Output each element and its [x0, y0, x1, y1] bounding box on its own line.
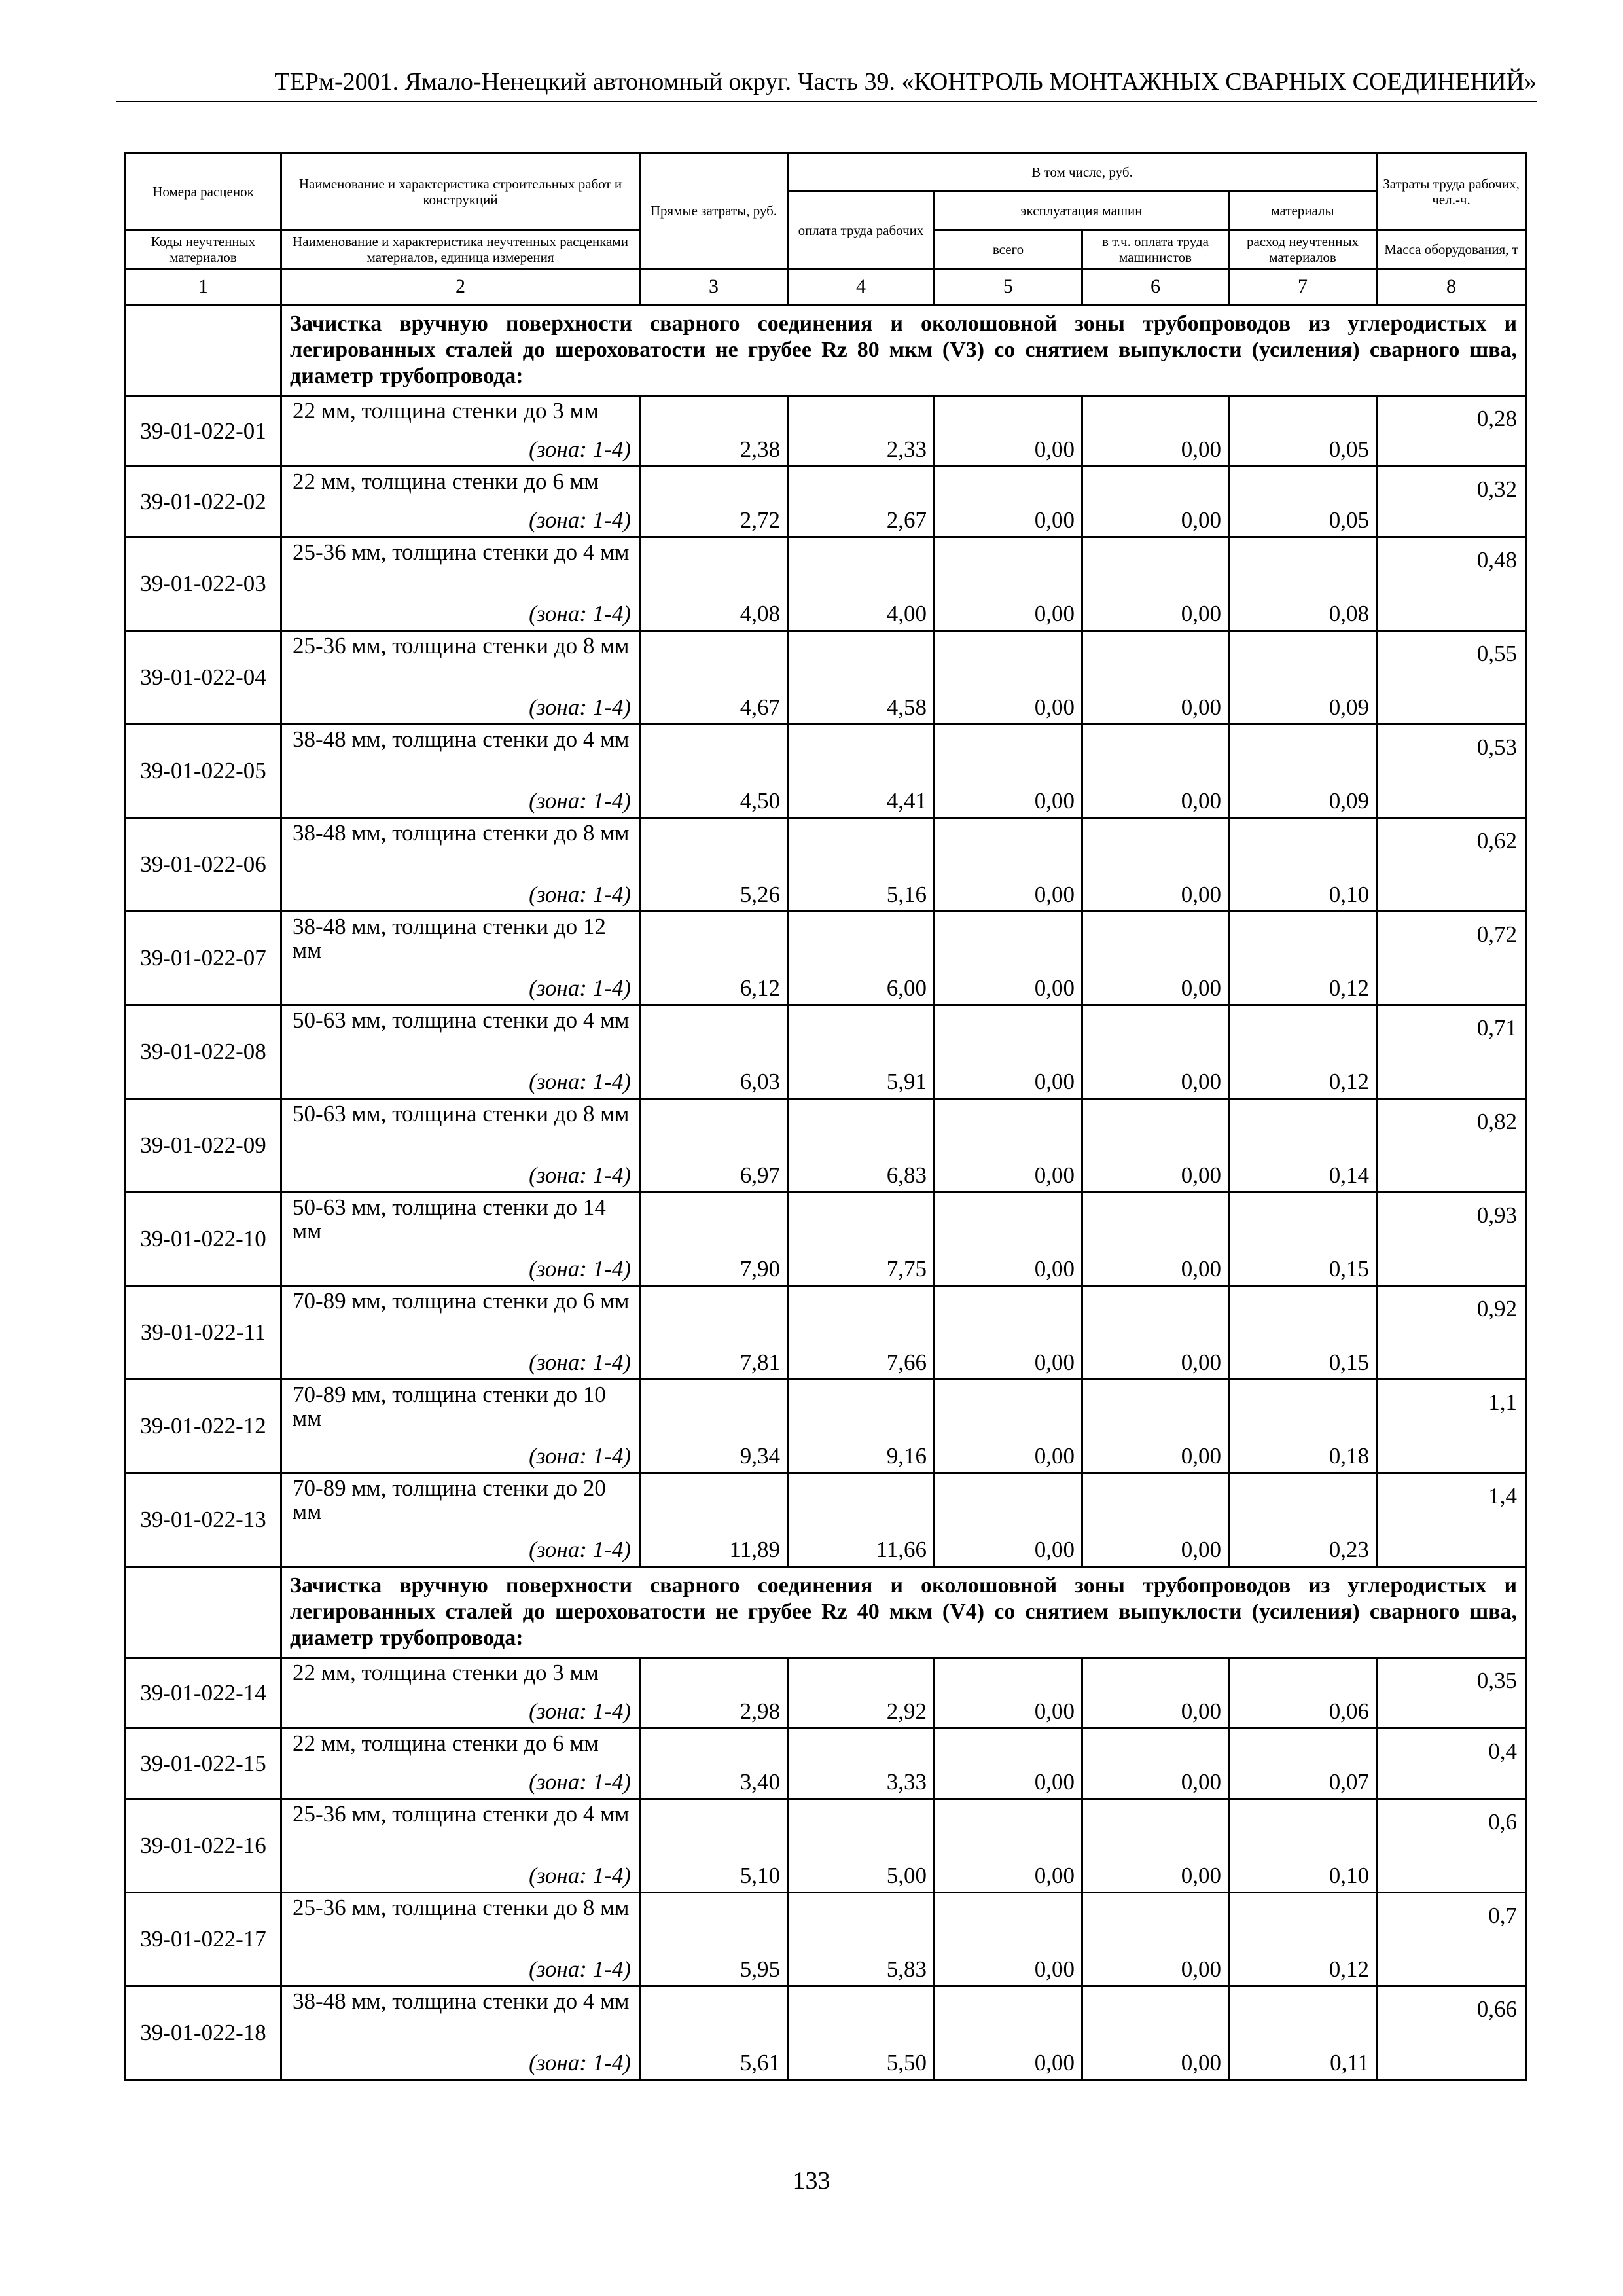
row-worker-wage: 5,16 — [788, 818, 935, 912]
row-name: 25-36 мм, толщина стенки до 8 мм — [293, 633, 630, 658]
row-direct-costs: 6,97 — [640, 1099, 788, 1193]
row-machines-total: 0,00 — [935, 1658, 1082, 1729]
row-name: 25-36 мм, толщина стенки до 8 мм — [293, 1895, 630, 1920]
row-zone: (зона: 1-4) — [529, 694, 631, 720]
row-labor-costs: 0,66 — [1377, 1986, 1526, 2080]
row-machines-total: 0,00 — [935, 631, 1082, 725]
header-including: В том числе, руб. — [788, 153, 1377, 192]
row-machinists-wage: 0,00 — [1082, 1380, 1229, 1473]
column-number: 1 — [126, 269, 281, 305]
row-worker-wage: 6,00 — [788, 912, 935, 1005]
row-name: 38-48 мм, толщина стенки до 8 мм — [293, 820, 630, 846]
row-code: 39-01-022-18 — [126, 1986, 281, 2080]
row-code: 39-01-022-05 — [126, 725, 281, 818]
row-machinists-wage: 0,00 — [1082, 1658, 1229, 1729]
row-labor-costs: 0,92 — [1377, 1286, 1526, 1380]
table-row — [126, 1005, 1526, 1099]
row-name-cell — [281, 537, 640, 631]
row-zone: (зона: 1-4) — [529, 1443, 631, 1469]
table-row — [126, 1099, 1526, 1193]
row-zone: (зона: 1-4) — [529, 788, 631, 814]
row-name-cell — [281, 1799, 640, 1893]
row-machinists-wage: 0,00 — [1082, 1005, 1229, 1099]
table-row — [126, 725, 1526, 818]
row-machinists-wage: 0,00 — [1082, 725, 1229, 818]
row-zone: (зона: 1-4) — [529, 1256, 631, 1282]
row-name: 22 мм, толщина стенки до 3 мм — [293, 398, 599, 423]
row-worker-wage: 2,67 — [788, 467, 935, 537]
row-machinists-wage: 0,00 — [1082, 1893, 1229, 1986]
row-direct-costs: 3,40 — [640, 1729, 788, 1799]
row-name-cell — [281, 1658, 640, 1729]
row-code: 39-01-022-01 — [126, 396, 281, 467]
row-name-cell — [281, 1193, 640, 1286]
row-labor-costs: 0,55 — [1377, 631, 1526, 725]
row-labor-costs: 0,32 — [1377, 467, 1526, 537]
row-direct-costs: 4,67 — [640, 631, 788, 725]
table-row — [126, 1473, 1526, 1567]
row-zone: (зона: 1-4) — [529, 1863, 631, 1888]
row-code: 39-01-022-09 — [126, 1099, 281, 1193]
row-worker-wage: 11,66 — [788, 1473, 935, 1567]
row-name: 50-63 мм, толщина стенки до 8 мм — [293, 1101, 630, 1126]
table-row — [126, 1799, 1526, 1893]
row-labor-costs: 0,71 — [1377, 1005, 1526, 1099]
row-materials: 0,07 — [1229, 1729, 1377, 1799]
row-zone: (зона: 1-4) — [529, 1956, 631, 1982]
header-code: Номера расценок — [126, 153, 281, 230]
row-worker-wage: 7,75 — [788, 1193, 935, 1286]
row-code: 39-01-022-12 — [126, 1380, 281, 1473]
row-code: 39-01-022-11 — [126, 1286, 281, 1380]
row-machinists-wage: 0,00 — [1082, 1729, 1229, 1799]
row-name: 25-36 мм, толщина стенки до 4 мм — [293, 1801, 630, 1827]
header-machines: эксплуатация машин — [935, 192, 1229, 230]
section-title-row — [126, 1567, 1526, 1658]
row-materials: 0,18 — [1229, 1380, 1377, 1473]
row-labor-costs: 0,62 — [1377, 818, 1526, 912]
row-zone: (зона: 1-4) — [529, 1537, 631, 1562]
row-name-cell — [281, 1099, 640, 1193]
row-machinists-wage: 0,00 — [1082, 818, 1229, 912]
row-labor-costs: 0,28 — [1377, 396, 1526, 467]
row-machines-total: 0,00 — [935, 1193, 1082, 1286]
table-row — [126, 1893, 1526, 1986]
row-machines-total: 0,00 — [935, 467, 1082, 537]
row-name-cell — [281, 396, 640, 467]
row-materials: 0,08 — [1229, 537, 1377, 631]
row-machines-total: 0,00 — [935, 818, 1082, 912]
row-name: 25-36 мм, толщина стенки до 4 мм — [293, 539, 630, 565]
row-materials: 0,10 — [1229, 1799, 1377, 1893]
row-name-cell — [281, 631, 640, 725]
row-machinists-wage: 0,00 — [1082, 1193, 1229, 1286]
row-name: 38-48 мм, толщина стенки до 4 мм — [293, 1988, 630, 2014]
row-machines-total: 0,00 — [935, 537, 1082, 631]
row-machines-total: 0,00 — [935, 1005, 1082, 1099]
row-materials: 0,15 — [1229, 1286, 1377, 1380]
row-code: 39-01-022-03 — [126, 537, 281, 631]
row-labor-costs: 0,72 — [1377, 912, 1526, 1005]
row-worker-wage: 4,41 — [788, 725, 935, 818]
row-direct-costs: 11,89 — [640, 1473, 788, 1567]
row-zone: (зона: 1-4) — [529, 882, 631, 907]
row-labor-costs: 0,93 — [1377, 1193, 1526, 1286]
row-zone: (зона: 1-4) — [529, 2050, 631, 2075]
row-name-cell — [281, 467, 640, 537]
row-direct-costs: 6,03 — [640, 1005, 788, 1099]
row-machinists-wage: 0,00 — [1082, 396, 1229, 467]
column-number: 7 — [1229, 269, 1377, 305]
row-code: 39-01-022-07 — [126, 912, 281, 1005]
row-machines-total: 0,00 — [935, 1799, 1082, 1893]
row-materials: 0,23 — [1229, 1473, 1377, 1567]
row-labor-costs: 0,35 — [1377, 1658, 1526, 1729]
row-code: 39-01-022-02 — [126, 467, 281, 537]
row-worker-wage: 7,66 — [788, 1286, 935, 1380]
header-codes-mat: Коды неучтенных материалов — [126, 230, 281, 269]
row-name-cell — [281, 1729, 640, 1799]
table-row — [126, 537, 1526, 631]
row-direct-costs: 7,90 — [640, 1193, 788, 1286]
row-machinists-wage: 0,00 — [1082, 1986, 1229, 2080]
row-zone: (зона: 1-4) — [529, 437, 631, 462]
price-table-wrap — [124, 152, 1525, 2081]
row-machines-total: 0,00 — [935, 1473, 1082, 1567]
row-machinists-wage: 0,00 — [1082, 1099, 1229, 1193]
row-code: 39-01-022-16 — [126, 1799, 281, 1893]
row-code: 39-01-022-14 — [126, 1658, 281, 1729]
row-machines-total: 0,00 — [935, 912, 1082, 1005]
row-name: 70-89 мм, толщина стенки до 6 мм — [293, 1288, 630, 1314]
row-labor-costs: 0,7 — [1377, 1893, 1526, 1986]
row-name: 22 мм, толщина стенки до 3 мм — [293, 1660, 599, 1685]
price-table — [124, 152, 1527, 2081]
row-name: 70-89 мм, толщина стенки до 10 мм — [293, 1382, 606, 1431]
row-materials: 0,15 — [1229, 1193, 1377, 1286]
column-number: 4 — [788, 269, 935, 305]
row-direct-costs: 5,61 — [640, 1986, 788, 2080]
row-zone: (зона: 1-4) — [529, 975, 631, 1001]
row-name-cell — [281, 1380, 640, 1473]
row-labor-costs: 0,48 — [1377, 537, 1526, 631]
header-machines-wage: в т.ч. оплата труда машинистов — [1082, 230, 1229, 269]
row-direct-costs: 5,95 — [640, 1893, 788, 1986]
header-direct: Прямые затраты, руб. — [640, 153, 788, 269]
section-title-code-cell — [126, 1567, 281, 1658]
row-labor-costs: 0,82 — [1377, 1099, 1526, 1193]
row-machines-total: 0,00 — [935, 1099, 1082, 1193]
row-materials: 0,06 — [1229, 1658, 1377, 1729]
row-direct-costs: 6,12 — [640, 912, 788, 1005]
row-name-cell — [281, 1473, 640, 1567]
row-materials: 0,12 — [1229, 912, 1377, 1005]
table-row — [126, 1986, 1526, 2080]
row-machinists-wage: 0,00 — [1082, 912, 1229, 1005]
row-direct-costs: 5,10 — [640, 1799, 788, 1893]
row-name: 50-63 мм, толщина стенки до 4 мм — [293, 1007, 630, 1033]
header-machines-total: всего — [935, 230, 1082, 269]
row-direct-costs: 4,50 — [640, 725, 788, 818]
row-worker-wage: 6,83 — [788, 1099, 935, 1193]
header-materials: материалы — [1229, 192, 1377, 230]
header-labor: Затраты труда рабочих, чел.-ч. — [1377, 153, 1526, 230]
table-row — [126, 631, 1526, 725]
row-worker-wage: 5,00 — [788, 1799, 935, 1893]
table-row — [126, 912, 1526, 1005]
row-machines-total: 0,00 — [935, 725, 1082, 818]
row-name: 38-48 мм, толщина стенки до 12 мм — [293, 914, 606, 963]
row-name: 70-89 мм, толщина стенки до 20 мм — [293, 1475, 606, 1524]
row-name-cell — [281, 1986, 640, 2080]
column-numbers-row — [126, 269, 1526, 305]
row-materials: 0,09 — [1229, 631, 1377, 725]
row-materials: 0,05 — [1229, 396, 1377, 467]
row-machinists-wage: 0,00 — [1082, 631, 1229, 725]
row-name-cell — [281, 725, 640, 818]
row-materials: 0,14 — [1229, 1099, 1377, 1193]
row-direct-costs: 2,72 — [640, 467, 788, 537]
page-header-title: ТЕРм-2001. Ямало-Ненецкий автономный округ. Часть 39. «КОНТРОЛЬ МОНТАЖНЫХ СВАРНЫХ СОЕДИНЕНИЙ» — [274, 68, 1537, 96]
row-labor-costs: 0,6 — [1377, 1799, 1526, 1893]
row-labor-costs: 0,53 — [1377, 725, 1526, 818]
header-materials-use: расход неучтенных материалов — [1229, 230, 1377, 269]
row-name: 38-48 мм, толщина стенки до 4 мм — [293, 726, 630, 752]
table-row — [126, 1380, 1526, 1473]
page-number: 133 — [793, 2167, 830, 2195]
row-machinists-wage: 0,00 — [1082, 467, 1229, 537]
section-title: Зачистка вручную поверхности сварного соединения и околошовной зоны трубопроводов из углеродистых и легированных сталей до шероховатости не грубее Rz 40 мкм (V4) со снятием выпуклости (усиления) сварного шва, диаметр трубопровода: — [281, 1567, 1526, 1658]
row-worker-wage: 5,91 — [788, 1005, 935, 1099]
header-mass: Масса оборудования, т — [1377, 230, 1526, 269]
row-code: 39-01-022-04 — [126, 631, 281, 725]
header-name-mat: Наименование и характеристика неучтенных расценками материалов, единица измерения — [281, 230, 640, 269]
row-zone: (зона: 1-4) — [529, 507, 631, 533]
row-name-cell — [281, 818, 640, 912]
page-header — [116, 65, 1537, 102]
row-worker-wage: 5,50 — [788, 1986, 935, 2080]
row-direct-costs: 2,98 — [640, 1658, 788, 1729]
table-header — [126, 153, 1526, 305]
row-zone: (зона: 1-4) — [529, 1698, 631, 1724]
row-machinists-wage: 0,00 — [1082, 1799, 1229, 1893]
column-number: 6 — [1082, 269, 1229, 305]
section-title-code-cell — [126, 305, 281, 396]
row-zone: (зона: 1-4) — [529, 1069, 631, 1094]
row-name: 22 мм, толщина стенки до 6 мм — [293, 469, 599, 494]
row-code: 39-01-022-15 — [126, 1729, 281, 1799]
row-worker-wage: 9,16 — [788, 1380, 935, 1473]
table-row — [126, 467, 1526, 537]
row-direct-costs: 4,08 — [640, 537, 788, 631]
row-machines-total: 0,00 — [935, 1729, 1082, 1799]
row-name-cell — [281, 1286, 640, 1380]
row-machines-total: 0,00 — [935, 1893, 1082, 1986]
row-direct-costs: 9,34 — [640, 1380, 788, 1473]
row-name: 22 мм, толщина стенки до 6 мм — [293, 1731, 599, 1756]
row-code: 39-01-022-08 — [126, 1005, 281, 1099]
column-number: 2 — [281, 269, 640, 305]
row-name: 50-63 мм, толщина стенки до 14 мм — [293, 1194, 606, 1244]
section-title: Зачистка вручную поверхности сварного соединения и околошовной зоны трубопроводов из углеродистых и легированных сталей до шероховатости не грубее Rz 80 мкм (V3) со снятием выпуклости (усиления) сварного шва, диаметр трубопровода: — [281, 305, 1526, 396]
row-machinists-wage: 0,00 — [1082, 1286, 1229, 1380]
column-number: 3 — [640, 269, 788, 305]
row-code: 39-01-022-10 — [126, 1193, 281, 1286]
row-machines-total: 0,00 — [935, 1286, 1082, 1380]
row-name-cell — [281, 1005, 640, 1099]
row-name-cell — [281, 1893, 640, 1986]
table-row — [126, 1193, 1526, 1286]
row-direct-costs: 5,26 — [640, 818, 788, 912]
table-row — [126, 1286, 1526, 1380]
row-zone: (зона: 1-4) — [529, 1162, 631, 1188]
table-row — [126, 396, 1526, 467]
row-machinists-wage: 0,00 — [1082, 1473, 1229, 1567]
row-code: 39-01-022-13 — [126, 1473, 281, 1567]
row-labor-costs: 1,1 — [1377, 1380, 1526, 1473]
table-row — [126, 1729, 1526, 1799]
row-materials: 0,09 — [1229, 725, 1377, 818]
row-materials: 0,10 — [1229, 818, 1377, 912]
row-materials: 0,12 — [1229, 1893, 1377, 1986]
row-worker-wage: 2,92 — [788, 1658, 935, 1729]
table-row — [126, 1658, 1526, 1729]
row-code: 39-01-022-06 — [126, 818, 281, 912]
table-body — [126, 305, 1526, 2080]
row-worker-wage: 4,58 — [788, 631, 935, 725]
column-number: 5 — [935, 269, 1082, 305]
header-name: Наименование и характеристика строительных работ и конструкций — [281, 153, 640, 230]
row-direct-costs: 7,81 — [640, 1286, 788, 1380]
row-zone: (зона: 1-4) — [529, 1769, 631, 1795]
section-title-row — [126, 305, 1526, 396]
row-zone: (зона: 1-4) — [529, 1350, 631, 1375]
row-worker-wage: 5,83 — [788, 1893, 935, 1986]
row-machines-total: 0,00 — [935, 1380, 1082, 1473]
row-name-cell — [281, 912, 640, 1005]
header-wage: оплата труда рабочих — [788, 192, 935, 269]
row-materials: 0,11 — [1229, 1986, 1377, 2080]
row-code: 39-01-022-17 — [126, 1893, 281, 1986]
row-machines-total: 0,00 — [935, 396, 1082, 467]
row-materials: 0,12 — [1229, 1005, 1377, 1099]
row-worker-wage: 2,33 — [788, 396, 935, 467]
row-labor-costs: 1,4 — [1377, 1473, 1526, 1567]
row-direct-costs: 2,38 — [640, 396, 788, 467]
row-worker-wage: 3,33 — [788, 1729, 935, 1799]
row-worker-wage: 4,00 — [788, 537, 935, 631]
column-number: 8 — [1377, 269, 1526, 305]
row-machinists-wage: 0,00 — [1082, 537, 1229, 631]
table-row — [126, 818, 1526, 912]
row-zone: (зона: 1-4) — [529, 601, 631, 626]
row-machines-total: 0,00 — [935, 1986, 1082, 2080]
row-labor-costs: 0,4 — [1377, 1729, 1526, 1799]
row-materials: 0,05 — [1229, 467, 1377, 537]
